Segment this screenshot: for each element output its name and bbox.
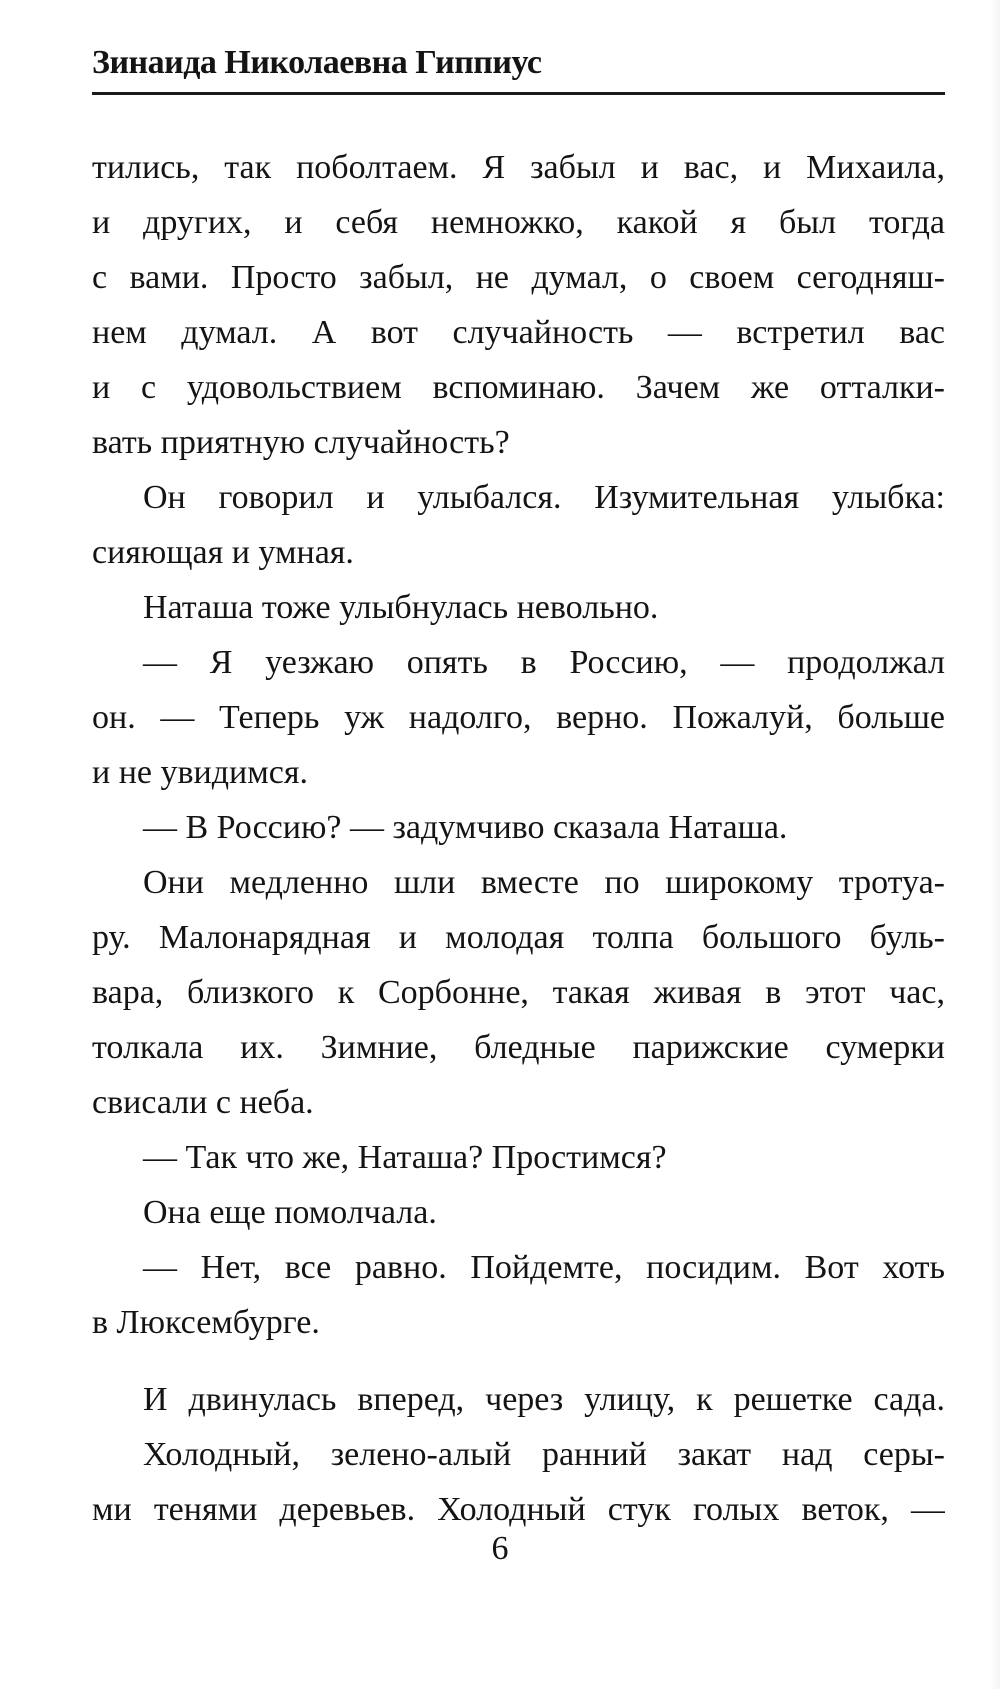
text-line: Он говорил и улыбался. Изумительная улыбка: bbox=[143, 479, 945, 516]
text-line: И двинулась вперед, через улицу, к решетке сада. bbox=[143, 1381, 945, 1418]
text-line: и не увидимся. bbox=[92, 754, 308, 791]
text-line: вать приятную случайность? bbox=[92, 424, 510, 461]
text-line: в Люксембурге. bbox=[92, 1304, 320, 1341]
text-line: Они медленно шли вместе по широкому тротуа- bbox=[143, 864, 945, 901]
text-line: свисали с неба. bbox=[92, 1084, 314, 1121]
text-line: и с удовольствием вспоминаю. Зачем же отталки- bbox=[92, 369, 945, 406]
text-line: с вами. Просто забыл, не думал, о своем сегодняш- bbox=[92, 259, 945, 296]
header-rule bbox=[92, 92, 945, 95]
text-line: тились, так поболтаем. Я забыл и вас, и Михаила, bbox=[92, 149, 945, 186]
text-line: и других, и себя немножко, какой я был тогда bbox=[92, 204, 945, 241]
text-line: — В Россию? — задумчиво сказала Наташа. bbox=[143, 809, 788, 846]
page-edge bbox=[990, 0, 1000, 1689]
text-line: вара, близкого к Сорбонне, такая живая в этот час, bbox=[92, 974, 945, 1011]
text-line: Она еще помолчала. bbox=[143, 1194, 437, 1231]
text-line: толкала их. Зимние, бледные парижские сумерки bbox=[92, 1029, 945, 1066]
text-line: сияющая и умная. bbox=[92, 534, 354, 571]
running-header-author: Зинаида Николаевна Гиппиус bbox=[92, 44, 542, 81]
text-line: — Так что же, Наташа? Простимся? bbox=[143, 1139, 667, 1176]
text-line: Холодный, зелено-алый ранний закат над серы- bbox=[143, 1436, 945, 1473]
text-line: нем думал. А вот случайность — встретил вас bbox=[92, 314, 945, 351]
text-line: ми тенями деревьев. Холодный стук голых веток, — bbox=[92, 1491, 945, 1528]
text-line: он. — Теперь уж надолго, верно. Пожалуй, больше bbox=[92, 699, 945, 736]
text-line: — Я уезжаю опять в Россию, — продолжал bbox=[143, 644, 945, 681]
body-text bbox=[92, 140, 945, 1537]
text-line: ру. Малонарядная и молодая толпа большого буль- bbox=[92, 919, 945, 956]
page-number: 6 bbox=[491, 1530, 509, 1567]
text-line: — Нет, все равно. Пойдемте, посидим. Вот хоть bbox=[143, 1249, 945, 1286]
text-line: Наташа тоже улыбнулась невольно. bbox=[143, 589, 659, 626]
paragraph-gap bbox=[92, 1350, 945, 1372]
